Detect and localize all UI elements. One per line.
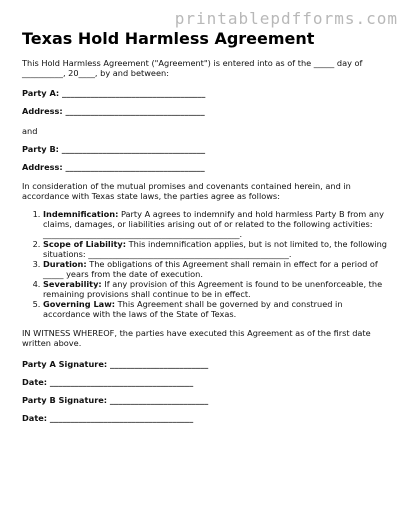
intro-line-1: This Hold Harmless Agreement ("Agreement") is entered into as of the _____ day of <box>22 58 363 68</box>
intro-paragraph <box>22 58 390 78</box>
watermark: printablepdfforms.com <box>174 9 398 28</box>
party-a-field: Party A: ___________________________________ <box>22 88 206 98</box>
document-page <box>22 30 390 423</box>
intro-line-2: __________, 20____, by and between: <box>22 68 169 78</box>
clause-term: Indemnification: <box>43 209 119 219</box>
document-title: Texas Hold Harmless Agreement <box>22 29 315 48</box>
clause-governing-law <box>43 299 390 319</box>
clause-term: Governing Law: <box>43 299 116 309</box>
clause-indemnification <box>43 209 390 239</box>
clause-duration <box>43 259 390 279</box>
clause-severability <box>43 279 390 299</box>
clause-scope-of-liability <box>43 239 390 259</box>
party-a-date-field: Date: ___________________________________ <box>22 377 194 387</box>
party-a-signature-field: Party A Signature: ________________________ <box>22 359 209 369</box>
clause-term: Duration: <box>43 259 87 269</box>
clause-term: Severability: <box>43 279 102 289</box>
witness-paragraph: IN WITNESS WHEREOF, the parties have executed this Agreement as of the first date written above. <box>22 328 371 348</box>
clause-text: This Agreement shall be governed by and construed in accordance with the laws of the State of Texas. <box>43 299 343 319</box>
party-b-signature-field: Party B Signature: ________________________ <box>22 395 209 405</box>
clause-term: Scope of Liability: <box>43 239 127 249</box>
clause-list <box>22 209 390 319</box>
address-b-field: Address: __________________________________ <box>22 162 205 172</box>
consideration-paragraph: In consideration of the mutual promises and covenants contained herein, and in accordance with Texas state laws, the parties agree as follows: <box>22 181 351 201</box>
clause-text: This indemnification applies, but is not limited to, the following situations: _________________________________________________. <box>43 239 388 259</box>
and-text: and <box>22 126 38 136</box>
address-a-field: Address: __________________________________ <box>22 106 205 116</box>
clause-text: Party A agrees to indemnify and hold harmless Party B from any claims, damages, or liabilities arising out of or related to the following activities: ________________________________________________. <box>43 209 384 239</box>
party-b-date-field: Date: ___________________________________ <box>22 413 194 423</box>
party-b-field: Party B: ___________________________________ <box>22 144 206 154</box>
clause-text: The obligations of this Agreement shall remain in effect for a period of _____ years from the date of execution. <box>43 259 378 279</box>
clause-text: If any provision of this Agreement is found to be unenforceable, the remaining provisions shall continue to be in effect. <box>43 279 383 299</box>
